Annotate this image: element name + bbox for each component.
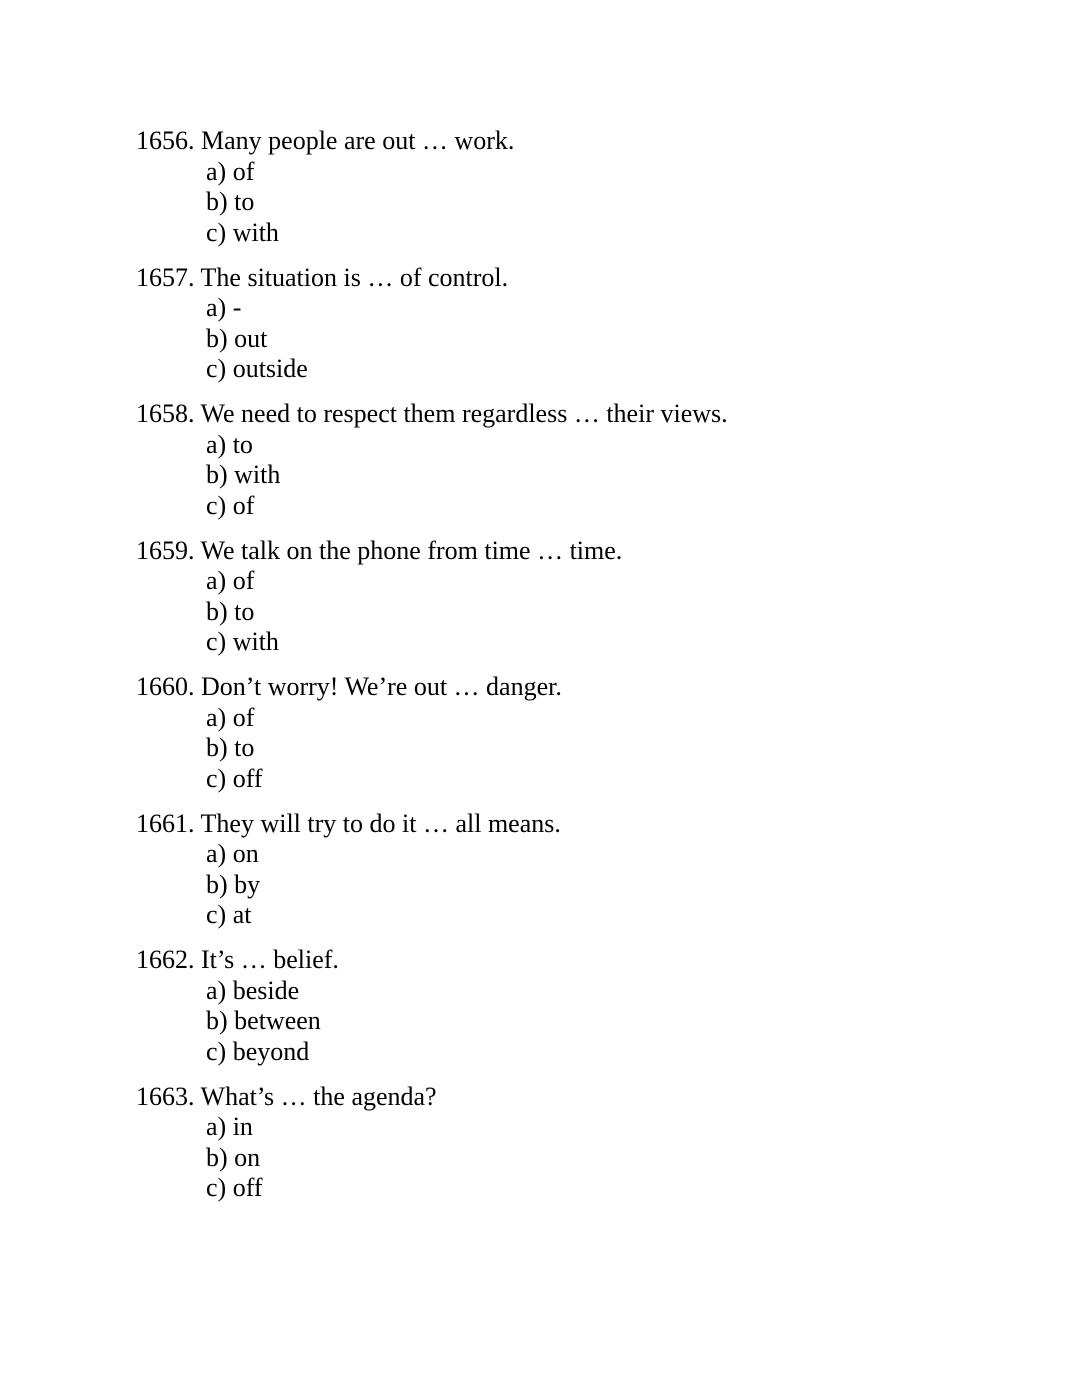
- answer-option: c) outside: [206, 354, 308, 383]
- document-page: [136, 126, 728, 1218]
- question-number: 1663.: [136, 1081, 195, 1111]
- question-number: 1657.: [136, 262, 195, 292]
- answer-options: [206, 566, 728, 658]
- answer-options: [206, 293, 728, 385]
- answer-option: c) beyond: [206, 1036, 310, 1066]
- question-sentence: The situation is … of control.: [200, 262, 509, 292]
- question-number: 1656.: [136, 126, 195, 155]
- question-number: 1660.: [136, 672, 195, 701]
- question-text: [136, 399, 728, 430]
- question-number: 1661.: [136, 808, 195, 838]
- answer-option: a) -: [206, 293, 242, 322]
- answer-option: a) to: [206, 429, 253, 459]
- question-sentence: Don’t worry! We’re out … danger.: [201, 672, 562, 701]
- answer-options: [206, 157, 728, 249]
- answer-option: b) out: [206, 323, 268, 353]
- question-text: [136, 536, 728, 567]
- answer-option: c) of: [206, 490, 255, 520]
- answer-option: b) on: [206, 1142, 261, 1172]
- answer-option: c) off: [206, 1173, 263, 1202]
- question-item: [136, 1082, 728, 1204]
- answer-options: [206, 1112, 728, 1204]
- answer-option: b) to: [206, 733, 255, 762]
- answer-option: a) of: [206, 702, 255, 732]
- question-number: 1659.: [136, 535, 195, 565]
- answer-options: [206, 430, 728, 522]
- question-item: [136, 809, 728, 931]
- question-sentence: What’s … the agenda?: [200, 1081, 437, 1111]
- question-text: [136, 809, 728, 840]
- question-item: [136, 672, 728, 794]
- answer-option: c) off: [206, 763, 263, 793]
- answer-option: b) by: [206, 869, 261, 899]
- answer-options: [206, 703, 728, 795]
- question-text: [136, 126, 728, 157]
- answer-option: c) with: [206, 217, 279, 247]
- answer-option: c) with: [206, 627, 279, 656]
- answer-option: a) on: [206, 839, 259, 868]
- question-text: [136, 672, 728, 703]
- answer-option: a) in: [206, 1112, 253, 1141]
- answer-option: a) beside: [206, 975, 300, 1005]
- answer-option: b) to: [206, 596, 255, 626]
- question-sentence: Many people are out … work.: [201, 126, 515, 155]
- question-sentence: They will try to do it … all means.: [200, 808, 561, 838]
- answer-option: c) at: [206, 900, 252, 929]
- question-text: [136, 263, 728, 294]
- question-item: [136, 945, 728, 1067]
- question-number: 1658.: [136, 399, 195, 428]
- question-sentence: We need to respect them regardless … their views.: [200, 399, 728, 428]
- question-item: [136, 399, 728, 521]
- question-sentence: We talk on the phone from time … time.: [200, 535, 623, 565]
- question-item: [136, 126, 728, 248]
- answer-options: [206, 839, 728, 931]
- answer-option: b) to: [206, 187, 255, 216]
- answer-option: a) of: [206, 156, 255, 186]
- answer-option: b) with: [206, 460, 281, 489]
- answer-option: a) of: [206, 566, 255, 595]
- question-number: 1662.: [136, 945, 195, 974]
- question-sentence: It’s … belief.: [201, 945, 339, 974]
- question-item: [136, 536, 728, 658]
- answer-option: b) between: [206, 1006, 321, 1035]
- question-item: [136, 263, 728, 385]
- answer-options: [206, 976, 728, 1068]
- question-text: [136, 1082, 728, 1113]
- question-text: [136, 945, 728, 976]
